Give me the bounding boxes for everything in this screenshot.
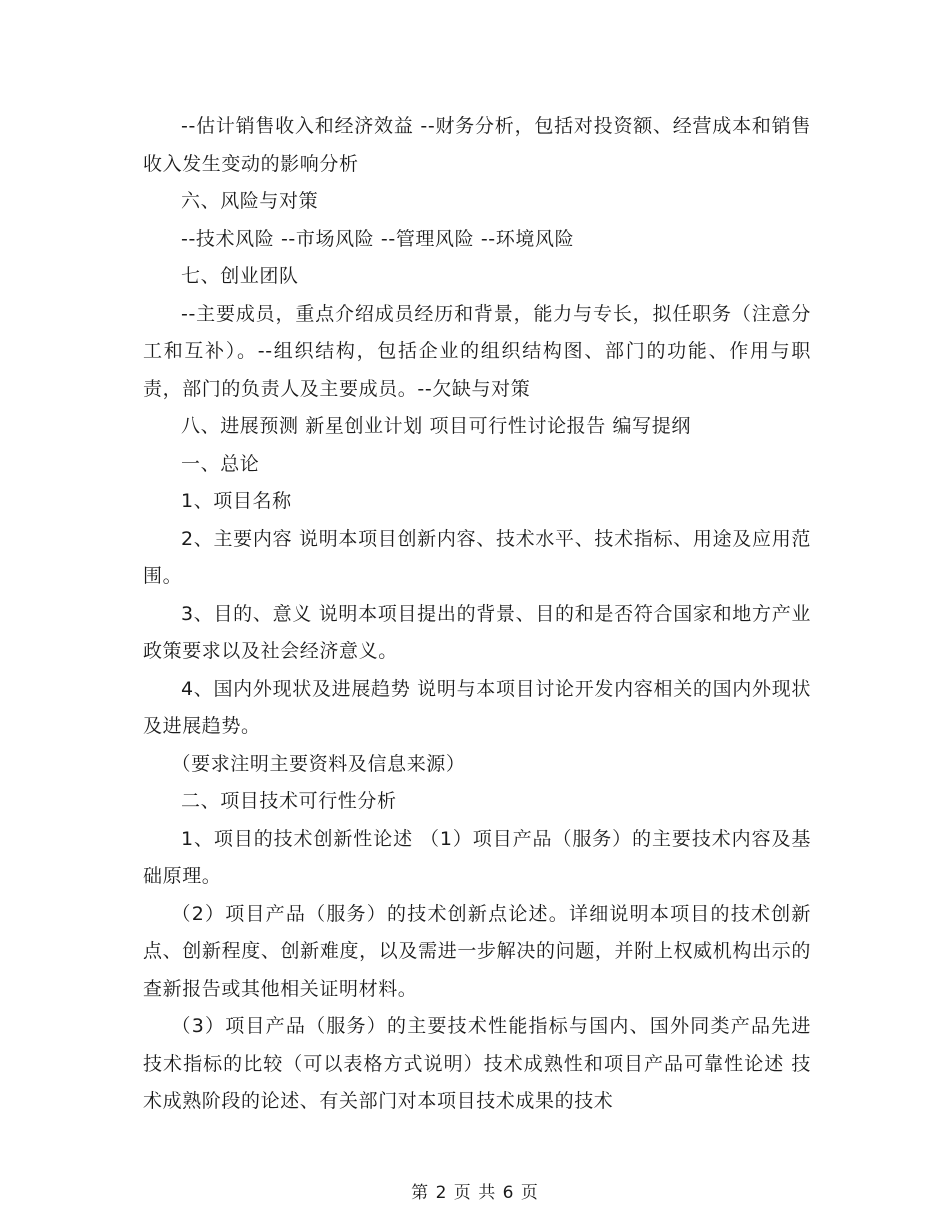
item-performance-comparison: （3）项目产品（服务）的主要技术性能指标与国内、国外同类产品先进技术指标的比较（可以表格方式说明）技术成熟性和项目产品可靠性论述 技术成熟阶段的论述、有关部门对本项目技术成果的技术 (143, 1015, 811, 1112)
paragraph-risk-types: --技术风险 --市场风险 --管理风险 --环境风险 (181, 227, 575, 250)
heading-startup-team: 七、创业团队 (181, 265, 299, 287)
item-innovation-points: （2）项目产品（服务）的技术创新点论述。详细说明本项目的技术创新点、创新程度、创新难度，以及需进一步解决的问题，并附上权威机构出示的查新报告或其他相关证明材料。 (143, 902, 811, 1000)
heading-progress-forecast: 八、进展预测 新星创业计划 项目可行性讨论报告 编写提纲 (181, 415, 691, 437)
heading-risk-and-countermeasures: 六、风险与对策 (181, 190, 319, 212)
item-project-name: 1、项目名称 (181, 490, 292, 512)
heading-general-overview: 一、总论 (181, 452, 260, 475)
heading-technical-feasibility: 二、项目技术可行性分析 (181, 790, 397, 812)
item-purpose-significance: 3、目的、意义 说明本项目提出的背景、目的和是否符合国家和地方产业政策要求以及社会经济意义。 (143, 602, 811, 662)
item-domestic-foreign-status: 4、国内外现状及进展趋势 说明与本项目讨论开发内容相关的国内外现状及进展趋势。 (143, 677, 811, 737)
item-main-content: 2、主要内容 说明本项目创新内容、技术水平、技术指标、用途及应用范围。 (143, 527, 811, 587)
paragraph-team-members: --主要成员，重点介绍成员经历和背景，能力与专长，拟任职务（注意分工和互补）。--组织结构，包括企业的组织结构图、部门的功能、作用与职责，部门的负责人及主要成员。--欠缺与对策 (143, 302, 811, 400)
item-technical-innovation: 1、项目的技术创新性论述 （1）项目产品（服务）的主要技术内容及基础原理。 (143, 827, 811, 887)
page-footer: 第 2 页 共 6 页 (411, 1183, 539, 1203)
note-source-requirement: （要求注明主要资料及信息来源） (171, 752, 466, 775)
paragraph-financial-analysis: --估计销售收入和经济效益 --财务分析，包括对投资额、经营成本和销售收入发生变动的影响分析 (143, 115, 811, 175)
document-body (143, 108, 811, 1121)
